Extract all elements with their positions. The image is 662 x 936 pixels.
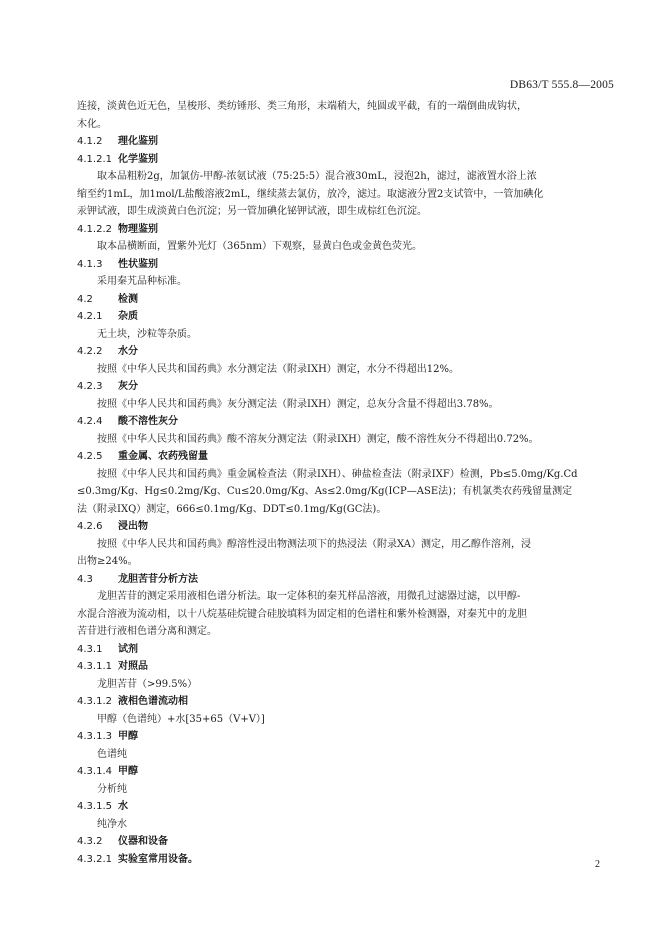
section-title: 物理鉴别 [118,223,158,235]
paragraph-line: 按照《中华人民共和国药典》水分测定法（附录IXH）测定，水分不得超出12%。 [97,363,460,375]
paragraph-line: 按照《中华人民共和国药典》重金属检查法（附录IXH）、砷盐检查法（附录IXF）检测，Pb≤5.0mg/Kg.Cd [97,468,578,480]
section-heading-4-3-1-4 [77,763,602,781]
section-number: 4.3.1.5 [77,801,112,812]
paragraph-line: 按照《中华人民共和国药典》酸不溶灰分测定法（附录IXH）测定，酸不溶性灰分不得超出0.72%。 [97,433,539,445]
section-title: 实验室常用设备。 [118,853,198,865]
section-number: 4.1.2.1 [77,153,112,165]
section-heading-4-2-4 [77,413,602,431]
section-title: 重金属、农药残留量 [118,451,208,462]
section-number: 4.2.6 [77,521,103,532]
section-number: 4.3.1.4 [77,766,112,777]
paragraph-line: 龙胆苦苷（>99.5%） [97,678,198,690]
section-title: 水 [118,801,128,812]
paragraph-line: 出物≥24%。 [77,556,138,567]
section-title: 龙胆苦苷分析方法 [118,573,198,585]
paragraph-line: 按照《中华人民共和国药典》灰分测定法（附录IXH）测定，总灰分含量不得超出3.78%。 [97,398,499,410]
section-number: 4.1.2.2 [77,223,112,235]
section-number: 4.2 [77,293,93,305]
section-title: 液相色谱流动相 [118,696,188,707]
document-code: DB63/T 555.8—2005 [509,79,614,91]
section-number: 4.3.1.3 [77,731,112,742]
section-heading-4-2-6 [77,518,602,536]
section-number: 4.2.1 [77,311,103,322]
section-heading-4-3-1 [77,641,602,659]
section-title: 化学鉴别 [118,153,158,165]
paragraph-line: 木化。 [77,118,107,130]
section-heading-4-3 [77,571,602,589]
paragraph-line: 法（附录IXQ）测定，666≤0.1mg/Kg、DDT≤0.1mg/Kg(GC法)。 [77,503,387,515]
section-number: 4.2.4 [77,416,103,427]
section-number: 4.3.1.1 [77,661,112,672]
section-number: 4.2.5 [77,451,103,462]
paragraph-line: 按照《中华人民共和国药典》醇溶性浸出物测法项下的热浸法（附录XA）测定，用乙醇作溶剂，浸 [97,538,531,550]
section-title: 灰分 [118,381,138,392]
paragraph-line: 连接，淡黄色近无色，呈梭形、类纺锤形、类三角形，末端稍大，纯圆或平截，有的一端倒曲成钩状， [77,101,527,112]
section-title: 理化鉴别 [118,136,158,147]
section-heading-4-2-5 [77,448,602,466]
paragraph-line: 甲醇（色谱纯）+水[35+65（V+V）] [97,713,265,725]
section-heading-4-1-2-2 [77,221,602,239]
section-number: 4.3.2.1 [77,853,112,865]
paragraph-line: 取本品粗粉2g，加氯仿-甲醇-浓氨试液（75:25:5）混合液30mL，浸泡2h，滤过，滤液置水浴上浓 [97,171,537,182]
section-title: 甲醇 [118,731,138,742]
paragraph-line: 取本品横断面，置紫外光灯（365nm）下观察，显黄白色或金黄色荧光。 [97,241,423,252]
section-number: 4.2.3 [77,381,103,392]
section-title: 浸出物 [118,521,148,532]
section-heading-4-2-3 [77,378,602,396]
section-number: 4.1.2 [77,136,103,147]
paragraph-line: 汞钾试液，即生成淡黄白色沉淀；另一管加碘化铋钾试液，即生成棕红色沉淀。 [77,206,427,217]
paragraph-line: 分析纯 [97,783,127,795]
section-number: 4.2.2 [77,346,103,357]
section-number: 4.3.1.2 [77,696,112,707]
section-number: 4.1.3 [77,258,103,270]
paragraph-line: 苦苷进行液相色谱分离和测定。 [77,626,217,637]
paragraph-line: ≤0.3mg/Kg、Hg≤0.2mg/Kg、Cu≤20.0mg/Kg、As≤2.0mg/Kg(ICP—ASE法)；有机氯类农药残留量测定 [77,486,573,497]
section-title: 甲醇 [118,766,138,777]
section-title: 对照品 [118,661,148,672]
section-title: 性状鉴别 [118,258,158,270]
section-heading-4-2-1 [77,308,602,326]
section-heading-4-3-1-5 [77,798,602,816]
paragraph-line: 龙胆苦苷的测定采用液相色谱分析法。取一定体积的秦艽样品溶液，用微孔过滤器过滤，以甲醇- [97,591,521,602]
section-heading-4-3-2-1 [77,851,602,869]
section-heading-4-3-2 [77,833,602,851]
document-body [77,98,602,868]
section-title: 试剂 [118,643,138,655]
paragraph-line: 采用秦艽品种标准。 [97,276,187,287]
section-title: 检测 [118,293,138,305]
section-title: 杂质 [118,311,138,322]
section-title: 酸不溶性灰分 [118,416,178,427]
section-heading-4-3-1-3 [77,728,602,746]
section-title: 水分 [118,346,138,357]
paragraph-line: 色谱纯 [97,748,127,760]
page-number: 2 [595,859,600,870]
paragraph-line: 水混合溶液为流动相，以十八烷基硅烷键合硅胶填料为固定相的色谱柱和紫外检测器，对秦艽中的龙胆 [77,608,527,620]
section-heading-4-3-1-2 [77,693,602,711]
section-heading-4-3-1-1 [77,658,602,676]
section-heading-4-1-2-1 [77,151,602,169]
paragraph-line: 无土块，沙粒等杂质。 [97,328,197,340]
section-number: 4.3 [77,573,93,585]
section-heading-4-1-2 [77,133,602,151]
section-number: 4.3.2 [77,836,103,847]
paragraph-line: 缩至约1mL，加1mol/L盐酸溶液2mL，继续蒸去氯仿，放冷，滤过。取滤液分置2支试管中，一管加碘化 [77,188,544,200]
section-heading-4-2-2 [77,343,602,361]
section-title: 仪器和设备 [118,836,168,847]
section-heading-4-2 [77,291,602,309]
section-heading-4-1-3 [77,256,602,274]
section-number: 4.3.1 [77,643,103,655]
paragraph-line: 纯净水 [97,818,127,830]
